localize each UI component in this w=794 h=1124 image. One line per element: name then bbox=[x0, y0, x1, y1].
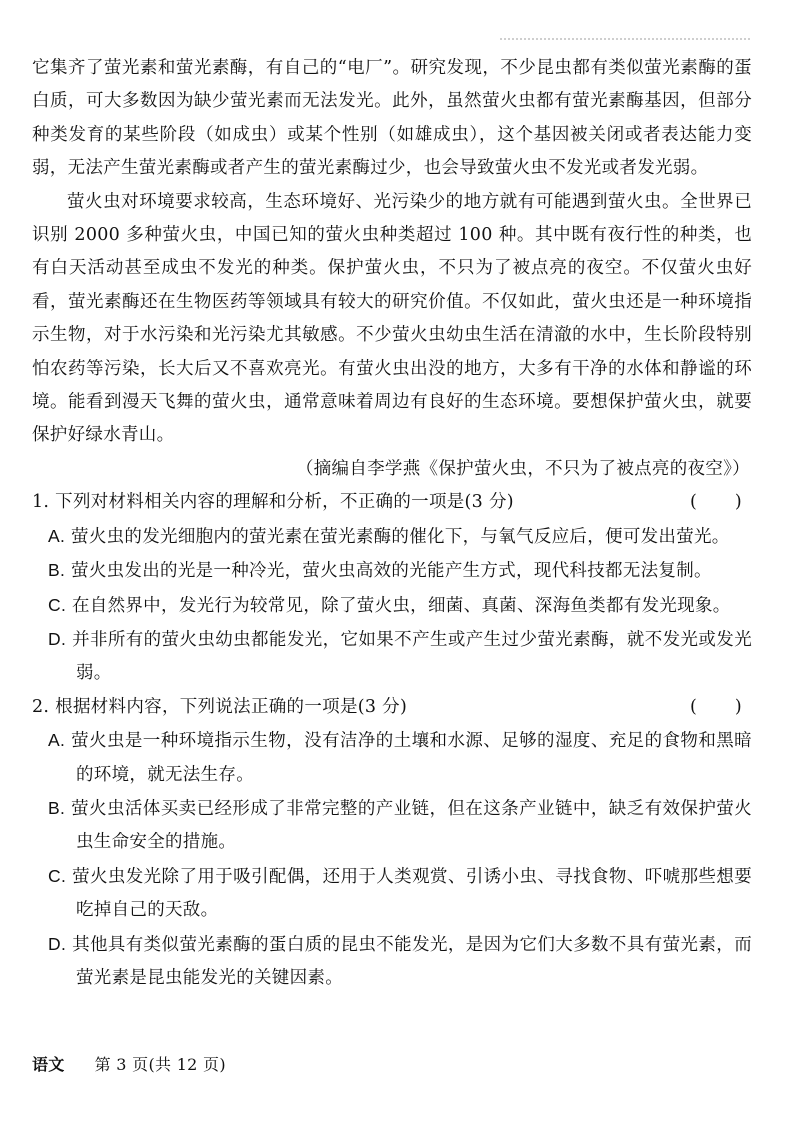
option-letter: D. bbox=[48, 933, 67, 954]
option-text: 萤火虫发出的光是一种冷光，萤火虫高效的光能产生方式，现代科技都无法复制。 bbox=[71, 561, 712, 582]
option-text: 其他具有类似萤光素酶的蛋白质的昆虫不能发光，是因为它们大多数不具有萤光素，而萤光素是昆虫能发光的关键因素。 bbox=[72, 934, 752, 988]
option-text: 并非所有的萤火虫幼虫都能发光，它如果不产生或产生过少萤光素酶，就不发光或发光弱。 bbox=[72, 629, 752, 684]
option-text: 在自然界中，发光行为较常见，除了萤火虫，细菌、真菌、深海鱼类都有发光现象。 bbox=[71, 595, 731, 616]
passage-paragraph-1: 它集齐了萤光素和萤光素酶，有自己的“电厂”。研究发现，不少昆虫都有类似萤光素酶的蛋白质，可大多数因为缺少萤光素而无法发光。此外，虽然萤火虫都有萤光素酶基因，但部分种类发育的某些阶段（如成虫）或某个性别（如雄成虫），这个基因被关闭或者表达能力变弱，无法产生萤光素酶或者产生的萤光素酶过少，也会导致萤火虫不发光或者发光弱。 bbox=[32, 58, 752, 179]
footer-page-number: 第 3 页(共 12 页) bbox=[94, 1055, 226, 1074]
question-1-option-c bbox=[32, 589, 752, 623]
question-2-option-d bbox=[32, 928, 752, 996]
question-2 bbox=[32, 691, 752, 724]
question-1-stem: 1. 下列对材料相关内容的理解和分析，不正确的一项是(3 分) bbox=[32, 492, 514, 513]
option-letter: A. bbox=[48, 525, 66, 546]
scan-artifact bbox=[500, 38, 750, 42]
question-1-answer-blank[interactable] bbox=[690, 486, 742, 519]
passage-source: （摘编自李学燕《保护萤火虫，不只为了被点亮的夜空》） bbox=[295, 458, 750, 479]
page-footer bbox=[32, 1052, 226, 1075]
paren-right: ) bbox=[734, 696, 742, 717]
option-text: 萤火虫的发光细胞内的萤光素在萤光素酶的催化下，与氧气反应后，便可发出萤光。 bbox=[71, 526, 730, 547]
option-text: 萤火虫是一种环境指示生物，没有洁净的土壤和水源、足够的湿度、充足的食物和黑暗的环境，就无法生存。 bbox=[71, 731, 752, 785]
question-2-option-c bbox=[32, 860, 752, 928]
option-text: 萤火虫发光除了用于吸引配偶，还用于人类观赏、引诱小虫、寻找食物、吓唬那些想要吃掉自己的天敌。 bbox=[72, 866, 752, 921]
option-text: 萤火虫活体买卖已经形成了非常完整的产业链，但在这条产业链中，缺乏有效保护萤火虫生命安全的措施。 bbox=[71, 798, 752, 853]
question-2-option-b bbox=[32, 792, 752, 860]
option-letter: B. bbox=[48, 797, 66, 818]
option-letter: D. bbox=[48, 628, 67, 649]
question-1-option-b bbox=[32, 554, 752, 588]
question-2-option-a bbox=[32, 724, 752, 792]
question-1 bbox=[32, 486, 752, 519]
option-letter: C. bbox=[48, 865, 67, 886]
paren-left: ( bbox=[690, 492, 698, 513]
option-letter: A. bbox=[48, 730, 66, 751]
question-1-option-a bbox=[32, 520, 752, 554]
footer-subject: 语文 bbox=[32, 1055, 65, 1074]
paren-right: ) bbox=[734, 492, 742, 513]
question-2-stem: 2. 根据材料内容，下列说法正确的一项是(3 分) bbox=[32, 696, 408, 717]
question-1-option-d bbox=[32, 623, 752, 691]
question-2-answer-blank[interactable] bbox=[690, 691, 742, 724]
option-letter: B. bbox=[48, 560, 66, 581]
paren-left: ( bbox=[690, 696, 698, 717]
page-content bbox=[32, 52, 752, 995]
option-letter: C. bbox=[48, 594, 67, 615]
passage-paragraph-2: 萤火虫对环境要求较高，生态环境好、光污染少的地方就有可能遇到萤火虫。全世界已识别 2000 多种萤火虫，中国已知的萤火虫种类超过 100 种。其中既有夜行性的种类，也有白天活动甚至成虫不发光的种类。保护萤火虫，不只为了被点亮的夜空。不仅萤火虫好看，萤光素酶还在生物医药等领域具有较大的研究价值。不仅如此，萤火虫还是一种环境指示生物，对于水污染和光污染尤其敏感。不少萤火虫幼虫生活在清澈的水中，生长阶段特别怕农药等污染，长大后又不喜欢亮光。有萤火虫出没的地方，大多有干净的水体和静谧的环境。能看到漫天飞舞的萤火虫，通常意味着周边有良好的生态环境。要想保护萤火虫，就要保护好绿水青山。 bbox=[32, 191, 752, 446]
